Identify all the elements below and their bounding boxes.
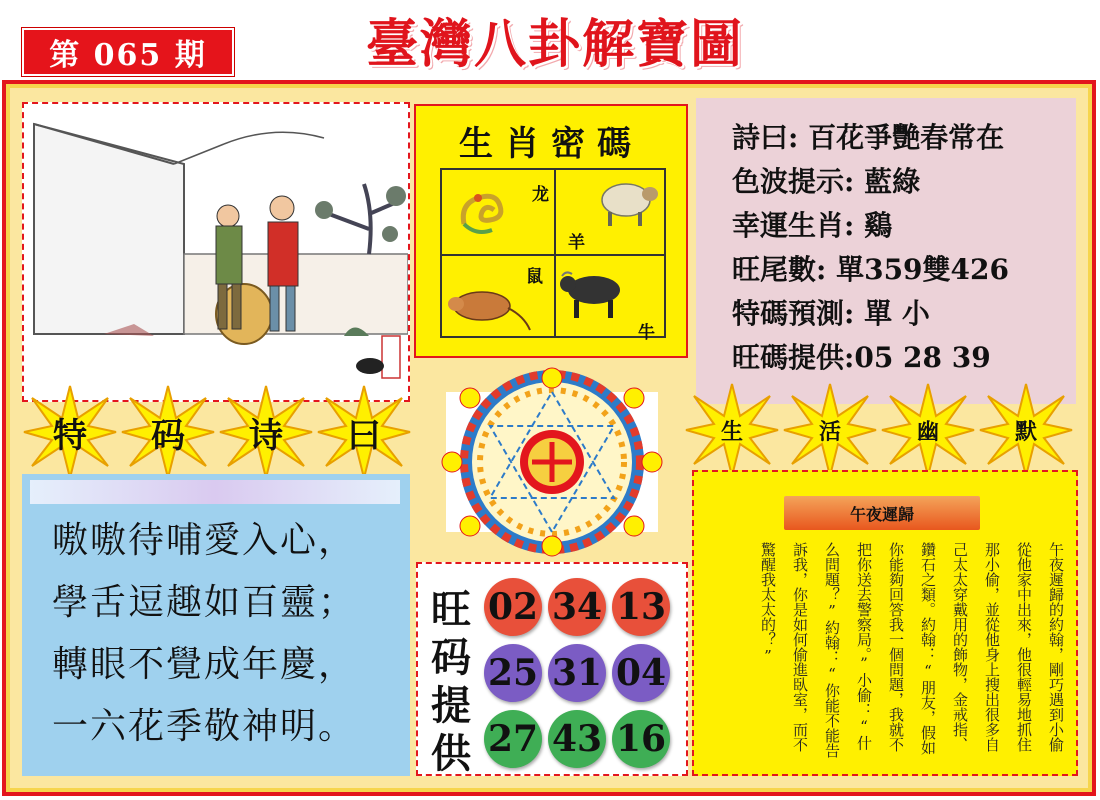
star-badge: 活: [782, 382, 878, 478]
illustration-image: [24, 104, 408, 400]
story-column: 你能夠回答我一個問題，我就不: [887, 542, 905, 752]
poem-panel: [22, 474, 410, 776]
story-column: 鑽石之類。約翰：“朋友，假如: [919, 542, 937, 755]
rat-icon: [446, 282, 532, 332]
zodiac-title: 生肖密碼: [459, 124, 643, 164]
number-ball: 04: [612, 644, 670, 702]
zodiac-ox-label: 牛: [638, 323, 655, 343]
info-tail-numbers: 旺尾數: 單359雙426: [732, 253, 1009, 286]
info-special-prediction: 特碼預測: 單 小: [732, 297, 930, 330]
zodiac-rat-label: 鼠: [526, 267, 543, 287]
story-column: 從他家中出來，他很輕易地抓住: [1015, 542, 1033, 752]
number-ball: 13: [612, 578, 670, 636]
sheep-icon: [592, 174, 662, 230]
info-hot-numbers: 旺碼提供:05 28 39: [732, 341, 991, 374]
number-ball: 02: [484, 578, 542, 636]
number-ball: 34: [548, 578, 606, 636]
poem-line: 嗷嗷待哺愛入心，: [52, 520, 357, 561]
story-panel: [692, 470, 1078, 776]
number-ball: 25: [484, 644, 542, 702]
star-badge: 诗: [218, 384, 314, 480]
numbers-label: 旺: [431, 586, 471, 633]
story-column: 訴我，你是如何偷進臥室，而不: [791, 542, 809, 752]
star-badge: 幽: [880, 382, 976, 478]
zodiac-grid: [440, 168, 666, 343]
dragon-icon: [456, 184, 516, 240]
number-ball: 16: [612, 710, 670, 768]
info-lucky-zodiac: 幸運生肖: 鷄: [732, 209, 893, 242]
compass-icon: [430, 362, 674, 562]
numbers-label: 码: [431, 634, 471, 681]
info-panel: [696, 98, 1076, 404]
story-column: 么問題？”約翰：“你能不能告: [823, 542, 841, 758]
numbers-label: 供: [431, 730, 471, 777]
poem-line: 學舌逗趣如百靈；: [52, 582, 357, 623]
zodiac-sheep-label: 羊: [568, 233, 585, 253]
star-badge: 生: [684, 382, 780, 478]
ox-icon: [560, 266, 630, 324]
story-column: 那小偷，並從他身上搜出很多自: [983, 542, 1001, 752]
info-color-hint: 色波提示: 藍綠: [732, 165, 921, 198]
info-poem-line: 詩曰: 百花爭艷春常在: [732, 121, 1005, 154]
number-ball: 27: [484, 710, 542, 768]
zodiac-panel: [414, 104, 688, 358]
star-badge: 码: [120, 384, 216, 480]
number-ball: 31: [548, 644, 606, 702]
story-column: 把你送去警察局。”小偷：“什: [855, 542, 873, 751]
bagua-compass: [430, 362, 674, 562]
number-ball: 43: [548, 710, 606, 768]
poem-header-strip: [30, 480, 400, 504]
poem-line: 一六花季敬神明。: [52, 706, 357, 747]
story-column: 驚醒我太太的？”: [759, 542, 777, 665]
poem-line: 轉眼不覺成年慶，: [52, 644, 357, 685]
story-column: 己太太穿戴用的飾物，金戒指、: [951, 542, 969, 752]
star-badge: 特: [22, 384, 118, 480]
star-badge: 默: [978, 382, 1074, 478]
story-column: 午夜遲歸的約翰，剛巧遇到小偷: [1047, 542, 1065, 752]
zodiac-dragon-label: 龙: [532, 185, 549, 205]
page-title: 臺灣八卦解寶圖: [365, 13, 744, 75]
issue-number: 第 065 期: [22, 28, 234, 76]
hot-numbers-panel: [416, 562, 688, 776]
star-badge: 曰: [316, 384, 412, 480]
numbers-label: 提: [431, 682, 471, 729]
illustration-panel: [22, 102, 410, 402]
story-title: 午夜遲歸: [784, 496, 980, 530]
